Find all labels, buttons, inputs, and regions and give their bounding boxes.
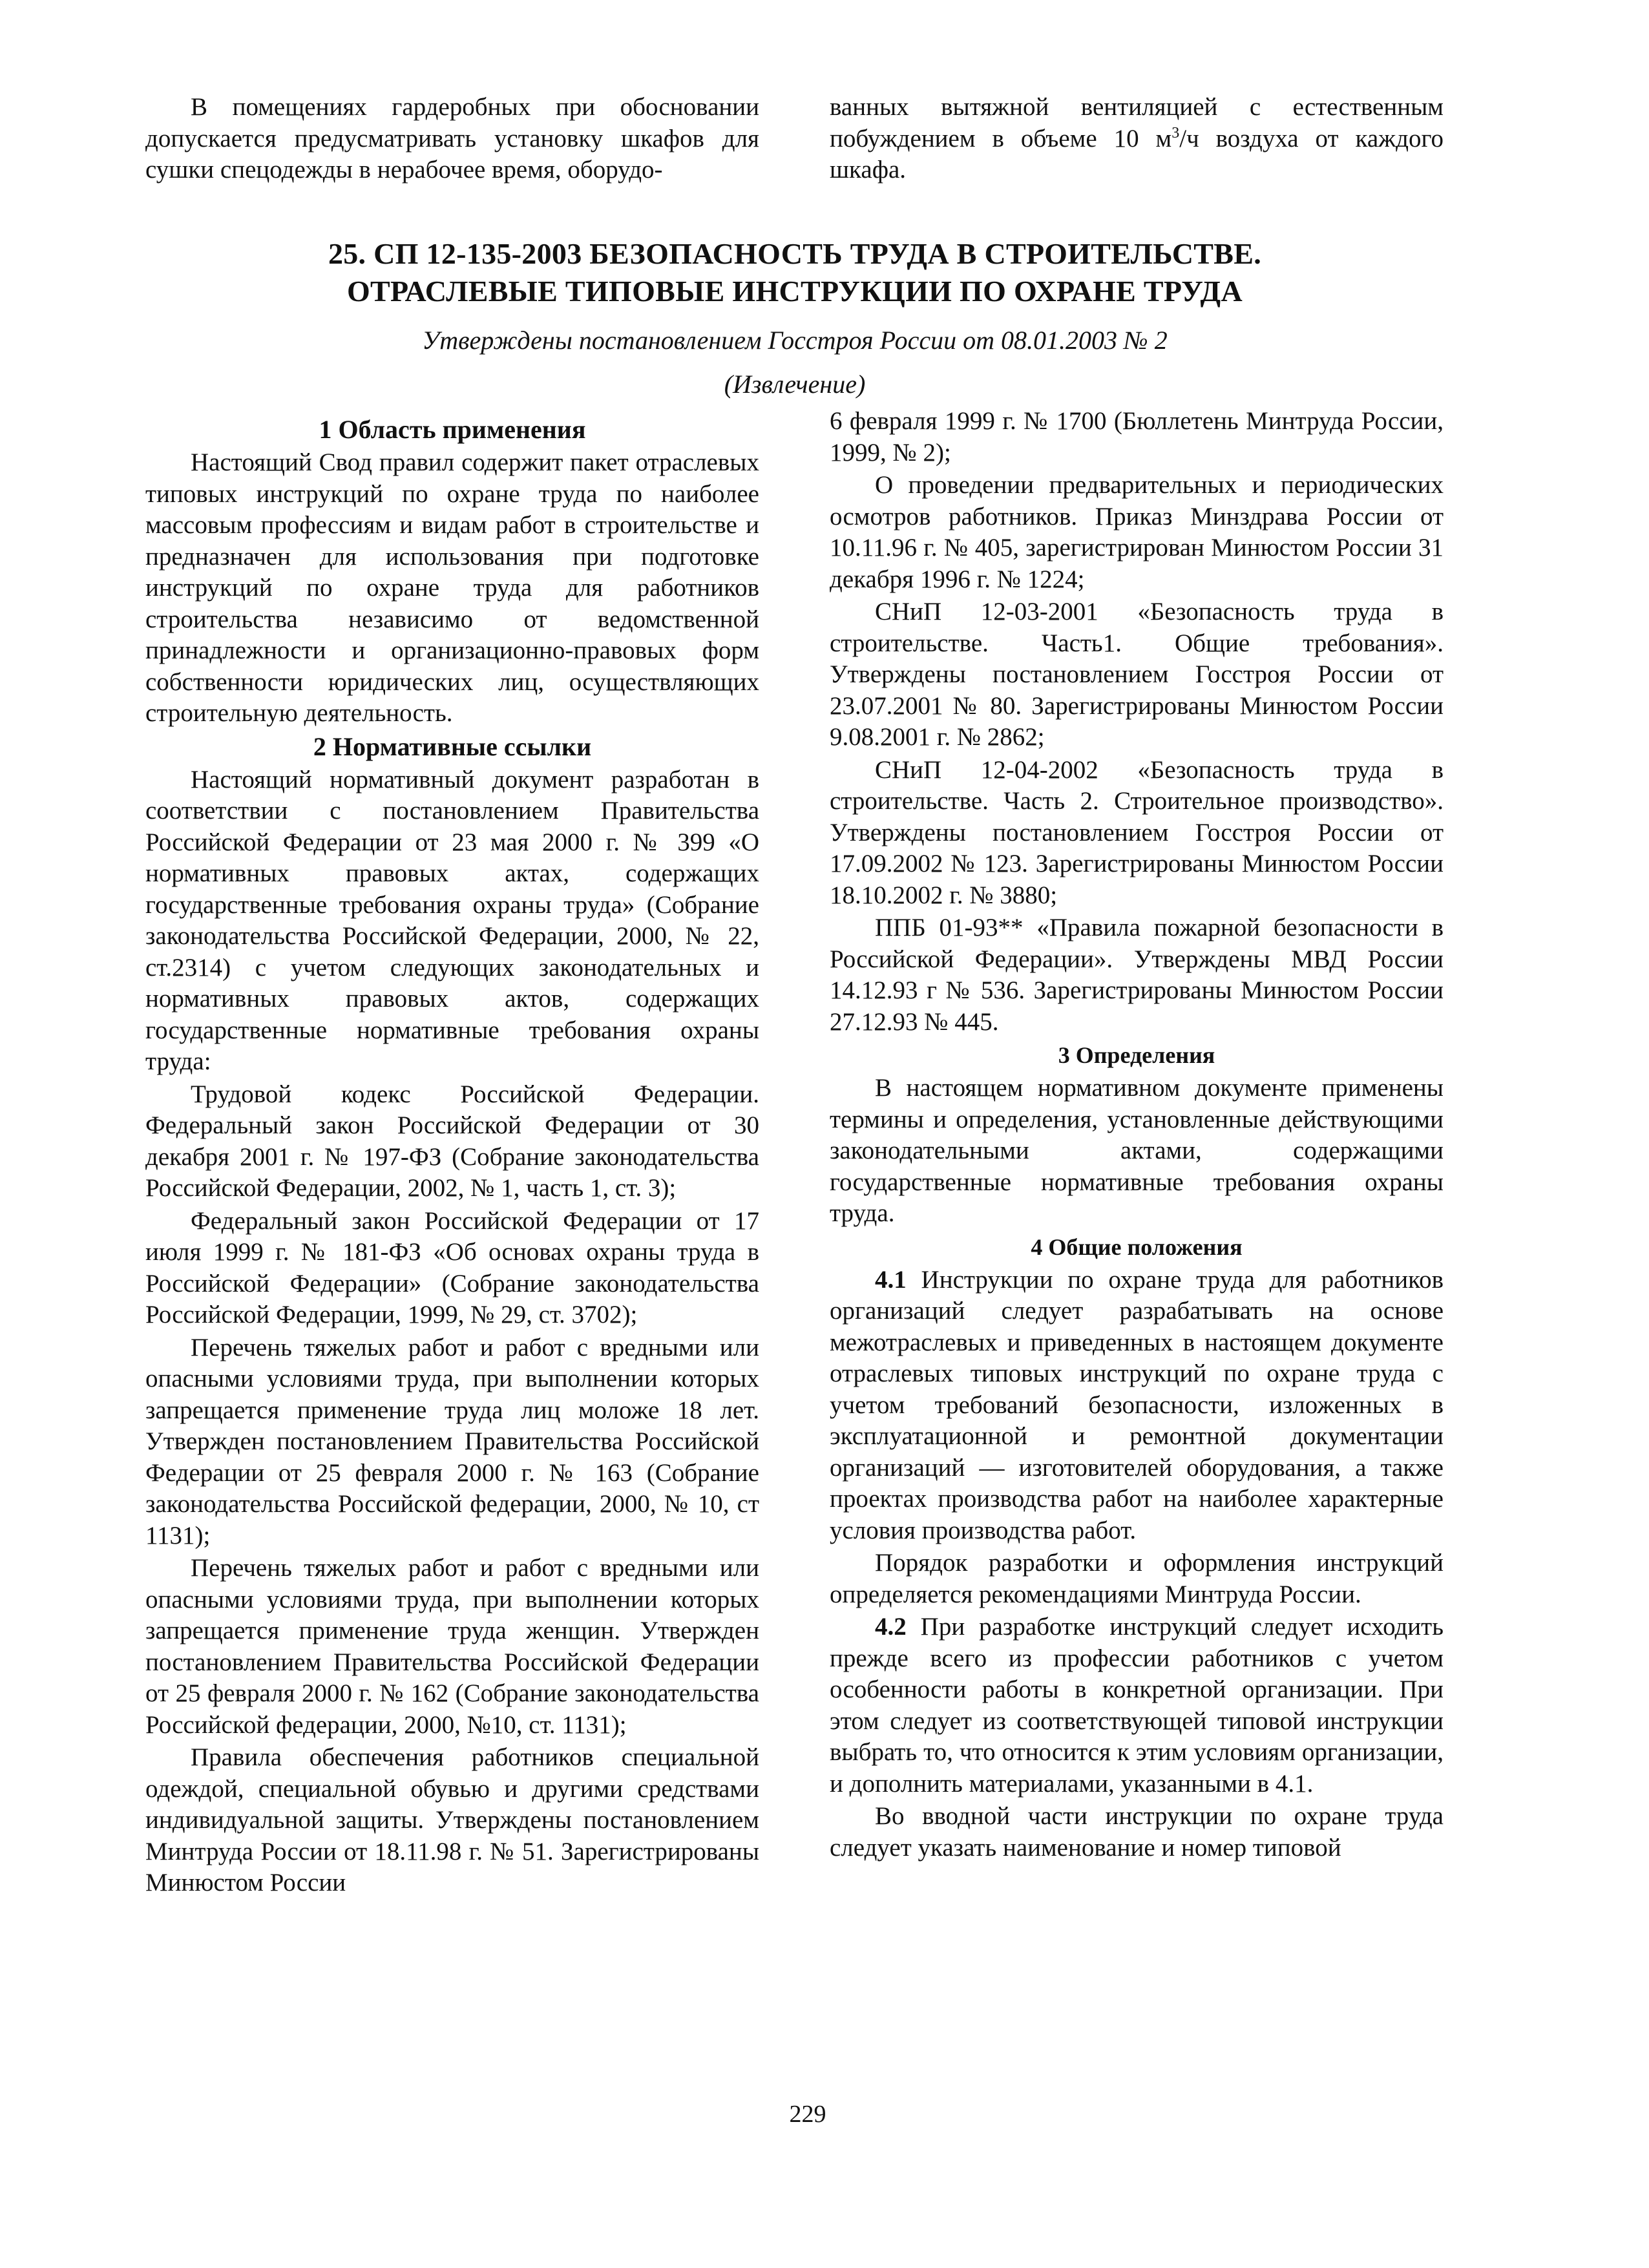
reference-snip-12-04: СНиП 12-04-2002 «Безопасность труда в строительстве. Часть 2. Строительное производство». Утверждены постановлением Госстроя России от 17.09.2002 № 123. Зарегистрированы Минюстом России 18.10.2002 г. № 3880; xyxy=(830,755,1444,909)
reference-medical-exams: О проведении предварительных и периодических осмотров работников. Приказ Минздрава России от 10.11.96 г. № 405, зарегистрирован Минюстом России 31 декабря 1996 г. № 1224; xyxy=(830,471,1444,593)
clause-4-1-number: 4.1 xyxy=(875,1265,907,1294)
extract-note: (Извлечение) xyxy=(724,370,866,399)
clause-4-3-partial: Во вводной части инструкции по охране труда следует указать наименование и номер типовой xyxy=(830,1802,1444,1862)
right-continuation-paragraph: 6 февраля 1999 г. № 1700 (Бюллетень Минтруда России, 1999, № 2); xyxy=(830,407,1444,467)
document-title-line-1: 25. СП 12-135-2003 БЕЗОПАСНОСТЬ ТРУДА В СТРОИТЕЛЬСТВЕ. xyxy=(328,237,1262,270)
section-2-paragraph-2: Трудовой кодекс Российской Федерации. Федеральный закон Российской Федерации от 30 декабря 2001 г. № 197-ФЗ (Собрание законодательства Российской Федерации, 2002, № 1, часть 1, ст. 3); xyxy=(145,1080,759,1202)
document-title-line-2: ОТРАСЛЕВЫЕ ТИПОВЫЕ ИНСТРУКЦИИ ПО ОХРАНЕ ТРУДА xyxy=(346,275,1243,308)
top-right-paragraph xyxy=(830,92,1444,186)
document-title-block xyxy=(145,235,1444,401)
section-2-heading: 2 Нормативные ссылки xyxy=(313,731,592,761)
top-left-column xyxy=(145,92,759,186)
top-left-paragraph: В помещениях гардеробных при обосновании допускается предусматривать установку шкафов для сушки спецодежды в нерабочее время, оборудо- xyxy=(145,93,759,184)
clause-4-2-text: При разработке инструкций следует исходить прежде всего из профессии работников с учетом особенности работы в конкретной организации. При этом следует из соответствующей типовой инструкции выбрать то, что относится к этим условиям организации, и дополнить материалами, указанными в 4.1. xyxy=(830,1613,1444,1798)
left-main-column xyxy=(145,414,759,1899)
approval-note: Утверждены постановлением Госстроя России от 08.01.2003 № 2 xyxy=(422,326,1168,355)
top-right-text-start: ванных вытяжной вентиляцией с естественным побуждением в объеме 10 м xyxy=(830,93,1444,152)
clause-4-2 xyxy=(830,1612,1444,1800)
section-2-paragraph-3: Федеральный закон Российской Федерации от 17 июля 1999 г. № 181-ФЗ «Об основах охраны труда в Российской Федерации» (Собрание законодательства Российской Федерации, 1999, № 29, ст. 3702); xyxy=(145,1206,759,1328)
section-2-paragraph-4: Перечень тяжелых работ и работ с вредными или опасными условиями труда, при выполнении которых запрещается применение труда лиц моложе 18 лет. Утвержден постановлением Правительства Российской Федерации от 25 февраля 2000 г. № 163 (Собрание законодательства Российской федерации, 2000, № 10, ст 1131); xyxy=(145,1333,759,1549)
clause-4-1-continuation: Порядок разработки и оформления инструкций определяется рекомендациями Минтруда России. xyxy=(830,1549,1444,1608)
superscript-three: 3 xyxy=(1171,124,1180,142)
section-4-heading: 4 Общие положения xyxy=(1031,1234,1243,1260)
top-right-text-end: /ч воздуха от каждого шкафа. xyxy=(830,124,1444,184)
page-number: 229 xyxy=(789,2101,826,2128)
reference-ppb-01-93: ППБ 01-93** «Правила пожарной безопасности в Российской Федерации». Утверждены МВД России 14.12.93 г № 536. Зарегистрированы Минюстом России 27.12.93 № 445. xyxy=(830,914,1444,1036)
section-3-paragraph: В настоящем нормативном документе применены термины и определения, установленные действующими законодательными актами, содержащими государственные нормативные требования охраны труда. xyxy=(830,1074,1444,1227)
section-3-heading: 3 Определения xyxy=(1058,1042,1215,1068)
section-1-heading: 1 Область применения xyxy=(319,415,586,444)
top-right-column xyxy=(830,92,1444,186)
section-2-paragraph-5: Перечень тяжелых работ и работ с вредными или опасными условиями труда, при выполнении которых запрещается применение труда женщин. Утвержден постановлением Правительства Российской Федерации от 25 февраля 2000 г. № 162 (Собрание законодательства Российской федерации, 2000, №10, ст. 1131); xyxy=(145,1554,759,1739)
clause-4-1 xyxy=(830,1265,1444,1547)
reference-snip-12-03: СНиП 12-03-2001 «Безопасность труда в строительстве. Часть1. Общие требования». Утверждены постановлением Госстроя России от 23.07.2001 № 80. Зарегистрированы Минюстом России 9.08.2001 г. № 2862; xyxy=(830,598,1444,751)
section-2-paragraph-1: Настоящий нормативный документ разработан в соответствии с постановлением Правительства Российской Федерации от 23 мая 2000 г. № 399 «О нормативных правовых актах, содержащих государственные требования охраны труда» (Собрание законодательства Российской Федерации, 2000, № 22, ст.2314) с учетом следующих законодательных и нормативных правовых актов, содержащих государственные нормативные требования охраны труда: xyxy=(145,765,759,1075)
section-1-paragraph: Настоящий Свод правил содержит пакет отраслевых типовых инструкций по охране труда по наиболее массовым профессиям и видам работ в строительстве и предназначен для использования при подготовке инструкций по охране труда для работников строительства независимо от ведомственной принадлежности и организационно-правовых форм собственности юридических лиц, осуществляющих строительную деятельность. xyxy=(145,448,759,727)
clause-4-2-number: 4.2 xyxy=(875,1613,907,1641)
right-main-column xyxy=(830,406,1444,1864)
clause-4-1-text: Инструкции по охране труда для работников организаций следует разрабатывать на основе межотраслевых и приведенных в настоящем документе отраслевых типовых инструкций по охране труда с учетом требований безопасности, изложенных в эксплуатационной и ремонтной документации организаций — изготовителей оборудования, а также проектах производства работ на наиболее характерные условия производства работ. xyxy=(830,1265,1444,1544)
section-2-paragraph-6: Правила обеспечения работников специальной одеждой, специальной обувью и другими средствами индивидуальной защиты. Утверждены постановлением Минтруда России от 18.11.98 г. № 51. Зарегистрированы Минюстом России xyxy=(145,1743,759,1896)
